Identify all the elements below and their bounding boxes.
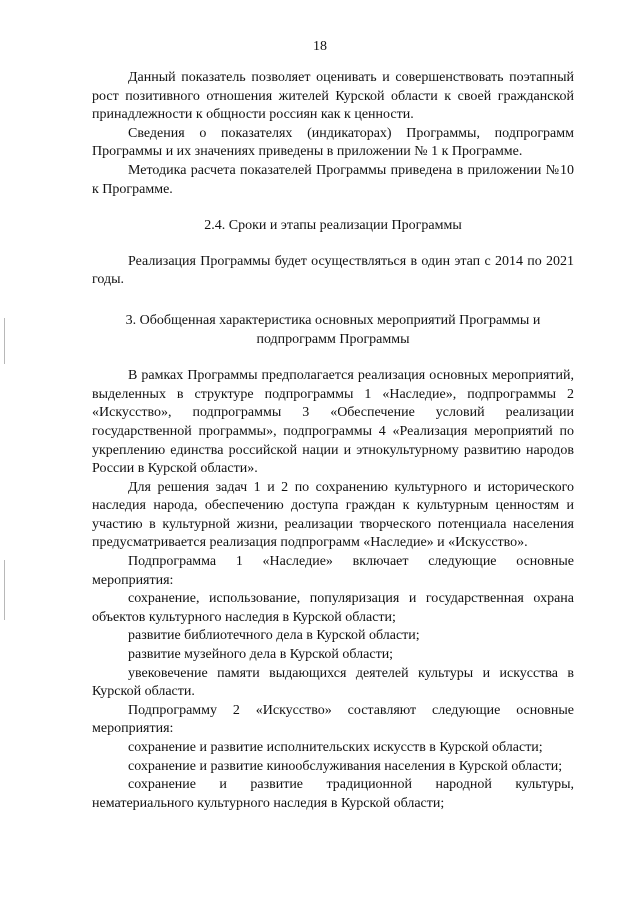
- page-number: 18: [313, 39, 327, 54]
- paragraph: Методика расчета показателей Программы приведена в приложении №10 к Программе.: [92, 162, 574, 197]
- section-heading-3-line2: подпрограмм Программы: [256, 331, 410, 347]
- list-item: увековечение памяти выдающихся деятелей культуры и искусства в Курской области.: [92, 665, 574, 700]
- paragraph: Подпрограмма 1 «Наследие» включает следующие основные мероприятия:: [92, 554, 574, 588]
- section-heading-3: [92, 312, 574, 349]
- list-item: сохранение, использование, популяризация и государственная охрана объектов культурного наследия в Курской области;: [92, 591, 574, 625]
- paragraph: Данный показатель позволяет оценивать и совершенствовать поэтапный рост позитивного отношения жителей Курской области к своей гражданской принадлежности к общности россиян как к ценности.: [92, 70, 574, 123]
- paragraph: В рамках Программы предполагается реализация основных мероприятий, выделенных в структуре подпрограммы 1 «Наследие», подпрограммы 2 «Искусство», подпрограммы 3 «Обеспечение условий реализации государственной программы», подпрограммы 4 «Реализация мероприятий по укреплению единства российской нации и этнокультурному развитию народов России в Курской области».: [92, 368, 574, 477]
- paragraph: Подпрограмму 2 «Искусство» составляют следующие основные мероприятия:: [92, 702, 574, 737]
- list-item: сохранение и развитие кинообслуживания населения в Курской области;: [128, 758, 563, 774]
- document-body: [92, 69, 574, 813]
- section-heading-3-line1: 3. Обобщенная характеристика основных мероприятий Программы и: [125, 312, 541, 328]
- list-item: развитие библиотечного дела в Курской области;: [128, 628, 420, 644]
- list-item: развитие музейного дела в Курской области;: [128, 647, 394, 663]
- scan-margin-mark: [4, 560, 5, 620]
- paragraph: Сведения о показателях (индикаторах) Программы, подпрограмм Программы и их значениях приведены в приложении № 1 к Программе.: [92, 125, 574, 160]
- section-heading-2-4: 2.4. Сроки и этапы реализации Программы: [204, 218, 462, 234]
- list-item: сохранение и развитие исполнительских искусств в Курской области;: [128, 740, 543, 755]
- list-item: сохранение и развитие традиционной народной культуры, нематериального культурного наследия в Курской области;: [92, 777, 574, 811]
- paragraph: Реализация Программы будет осуществляться в один этап с 2014 по 2021 годы.: [92, 253, 574, 288]
- paragraph: Для решения задач 1 и 2 по сохранению культурного и исторического наследия народа, обеспечению доступа граждан к культурным ценностям и участию в культурной жизни, реализации творческого потенциала населения предусматривается реализация подпрограмм «Наследие» и «Искусство».: [92, 479, 574, 551]
- scan-margin-mark: [4, 318, 5, 364]
